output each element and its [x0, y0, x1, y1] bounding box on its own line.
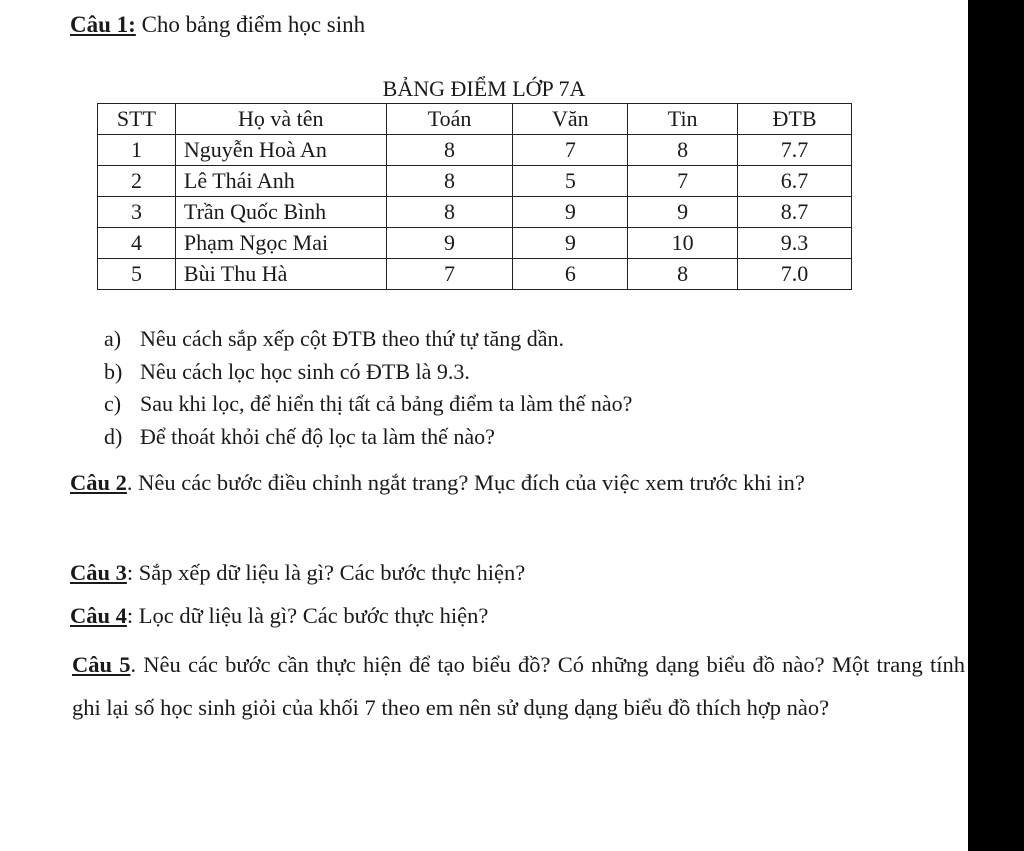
cell-math: 9 — [386, 228, 513, 259]
question-3-label: Câu 3 — [70, 560, 127, 585]
header-name: Họ và tên — [175, 104, 386, 135]
sub-question-b — [104, 356, 632, 389]
question-4-label: Câu 4 — [70, 603, 127, 628]
cell-math: 8 — [386, 135, 513, 166]
cell-math: 8 — [386, 197, 513, 228]
cell-average: 6.7 — [738, 166, 852, 197]
cell-informatics: 9 — [628, 197, 738, 228]
sub-question-letter: b) — [104, 358, 123, 384]
cell-average: 7.7 — [738, 135, 852, 166]
cell-name: Phạm Ngọc Mai — [175, 228, 386, 259]
sub-question-list — [104, 323, 632, 453]
question-4 — [70, 599, 963, 633]
cell-literature: 7 — [513, 135, 628, 166]
question-2-text: . Nêu các bước điều chỉnh ngắt trang? Mục đích của việc xem trước khi in? — [126, 470, 805, 495]
cell-stt: 3 — [98, 197, 176, 228]
question-2-label: Câu 2 — [70, 470, 127, 495]
table-row — [98, 228, 852, 259]
score-table — [97, 103, 852, 290]
sub-question-a — [104, 323, 632, 356]
header-average: ĐTB — [738, 104, 852, 135]
table-header-row — [98, 104, 852, 135]
cell-literature: 9 — [513, 228, 628, 259]
cell-stt: 1 — [98, 135, 176, 166]
cell-informatics: 8 — [628, 259, 738, 290]
cell-name: Bùi Thu Hà — [175, 259, 386, 290]
sub-question-d — [104, 421, 632, 454]
table-row — [98, 197, 852, 228]
question-3-text: : Sắp xếp dữ liệu là gì? Các bước thực hiện? — [126, 560, 526, 585]
question-5-text: . Nêu các bước cần thực hiện để tạo biểu đồ? Có những dạng biểu đồ nào? Một trang tính ghi lại số học sinh giỏi của khối 7 theo em nên sử dụng dạng biểu đồ thích hợp nào? — [72, 652, 965, 720]
sub-question-text: Sau khi lọc, để hiển thị tất cả bảng điểm ta làm thế nào? — [140, 391, 633, 416]
cell-name: Trần Quốc Bình — [175, 197, 386, 228]
cell-stt: 2 — [98, 166, 176, 197]
sub-question-text: Nêu cách sắp xếp cột ĐTB theo thứ tự tăng dần. — [140, 326, 565, 351]
question-1-text: Cho bảng điểm học sinh — [141, 12, 366, 37]
cell-stt: 5 — [98, 259, 176, 290]
question-1-label: Câu 1: — [70, 12, 136, 37]
cell-math: 7 — [386, 259, 513, 290]
cell-literature: 9 — [513, 197, 628, 228]
cell-informatics: 10 — [628, 228, 738, 259]
header-math: Toán — [386, 104, 513, 135]
question-2 — [70, 462, 963, 503]
question-5-label: Câu 5 — [72, 652, 131, 677]
cell-informatics: 8 — [628, 135, 738, 166]
header-stt: STT — [98, 104, 176, 135]
cell-average: 8.7 — [738, 197, 852, 228]
cell-stt: 4 — [98, 228, 176, 259]
sub-question-text: Để thoát khỏi chế độ lọc ta làm thế nào? — [140, 423, 495, 449]
cell-math: 8 — [386, 166, 513, 197]
question-1 — [70, 12, 365, 38]
question-4-text: : Lọc dữ liệu là gì? Các bước thực hiện? — [126, 603, 489, 628]
question-5 — [72, 643, 965, 729]
cell-literature: 6 — [513, 259, 628, 290]
cell-name: Lê Thái Anh — [175, 166, 386, 197]
sub-question-text: Nêu cách lọc học sinh có ĐTB là 9.3. — [140, 358, 470, 384]
table-row — [98, 259, 852, 290]
sub-question-c — [104, 388, 632, 421]
sub-question-letter: d) — [104, 423, 123, 449]
header-informatics: Tin — [628, 104, 738, 135]
cell-literature: 5 — [513, 166, 628, 197]
cell-name: Nguyễn Hoà An — [175, 135, 386, 166]
table-row — [98, 135, 852, 166]
cell-informatics: 7 — [628, 166, 738, 197]
header-literature: Văn — [513, 104, 628, 135]
table-row — [98, 166, 852, 197]
sub-question-letter: c) — [104, 391, 122, 416]
question-3 — [70, 556, 963, 590]
cell-average: 7.0 — [738, 259, 852, 290]
table-title: BẢNG ĐIỂM LỚP 7A — [382, 76, 586, 101]
sub-question-letter: a) — [104, 326, 122, 351]
cell-average: 9.3 — [738, 228, 852, 259]
